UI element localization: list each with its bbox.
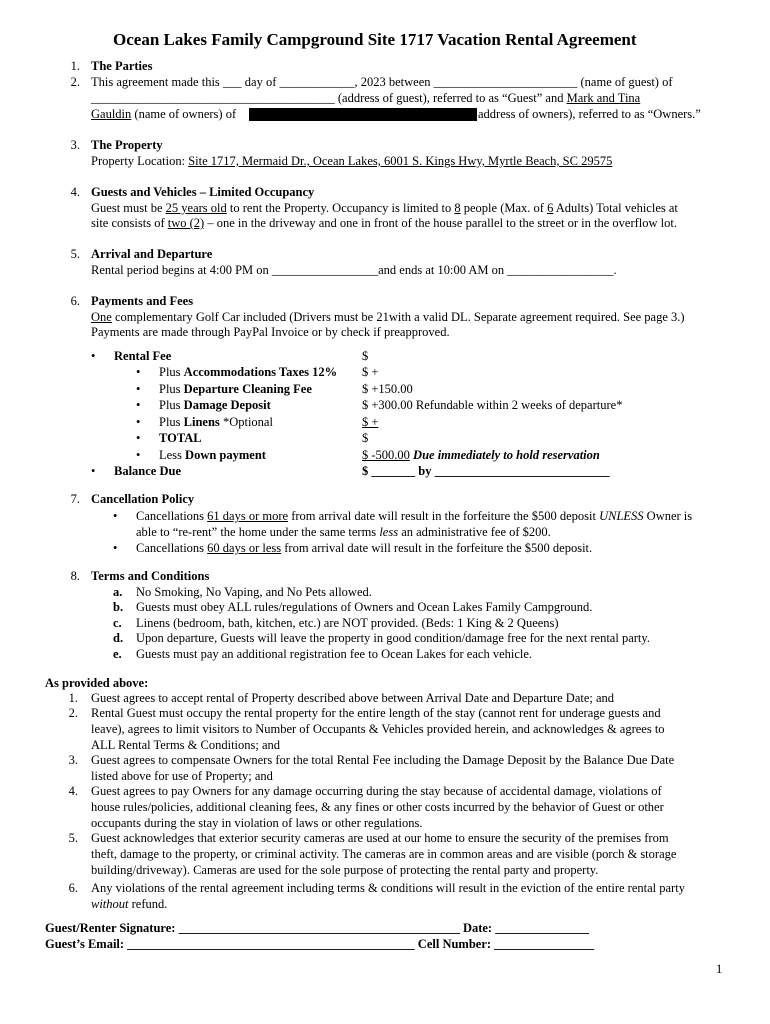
term-letter: d. bbox=[113, 631, 124, 645]
parties-line-3-end: address of owners), referred to as “Owners.” bbox=[478, 107, 701, 121]
parties-line-1: This agreement made this ___ day of ____________, 2023 between _______________________ (name of guest) of bbox=[91, 75, 673, 89]
cancellation-rule-2: Cancellations 60 days or less from arrival date will result in the forfeiture the $500 deposit. bbox=[136, 541, 593, 555]
provided-line: occupants during the stay in violation of laws or other regulations. bbox=[91, 816, 423, 830]
term-item: Guests must obey ALL rules/regulations of Owners and Ocean Lakes Family Campground. bbox=[136, 600, 593, 614]
provided-number: 1. bbox=[68, 691, 78, 705]
provided-line: Any violations of the rental agreement including terms & conditions will result in the eviction of the entire rental party bbox=[91, 881, 685, 895]
golf-car-line: One complementary Golf Car included (Drivers must be 21with a valid DL. Separate agreement required. See page 3.) bbox=[91, 310, 685, 324]
occupancy-line-1: Guest must be 25 years old to rent the Property. Occupancy is limited to 8 people (Max. of 6 Adults) Total vehicles at bbox=[91, 201, 678, 215]
bullet: • bbox=[136, 448, 141, 462]
bullet: • bbox=[136, 382, 141, 396]
provided-line: Guest acknowledges that exterior security cameras are used at our home to ensure the security of the premises from bbox=[91, 831, 669, 845]
bullet: • bbox=[136, 398, 141, 412]
provided-number: 4. bbox=[68, 784, 78, 798]
term-item: Guests must pay an additional registration fee to Ocean Lakes for each vehicle. bbox=[136, 647, 533, 661]
page-number: 1 bbox=[716, 962, 723, 976]
section-7-heading: Cancellation Policy bbox=[91, 492, 195, 506]
parties-line-3-start: Gauldin (name of owners) of bbox=[91, 107, 237, 121]
linens-value: $ + bbox=[362, 415, 379, 429]
section-4-heading: Guests and Vehicles – Limited Occupancy bbox=[91, 185, 315, 199]
provided-line: theft, damage to the property, or criminal activity. The cameras are in common areas and are visible (porch & storage bbox=[91, 847, 677, 861]
provided-number: 5. bbox=[68, 831, 78, 845]
cleaning-fee-label: Plus Departure Cleaning Fee bbox=[159, 382, 312, 396]
balance-due-label: Balance Due bbox=[114, 464, 182, 478]
section-8-number: 8. bbox=[70, 569, 80, 583]
date-field[interactable]: _______________ bbox=[495, 921, 589, 935]
provided-line: Guest agrees to pay Owners for any damage occurring during the stay because of accidental damage, violations of bbox=[91, 784, 662, 798]
bullet: • bbox=[91, 464, 96, 478]
bullet: • bbox=[113, 541, 118, 555]
provided-heading: As provided above: bbox=[45, 676, 149, 690]
provided-line: Guest agrees to accept rental of Property described above between Arrival Date and Departure Date; and bbox=[91, 691, 615, 705]
term-item: No Smoking, No Vaping, and No Pets allowed. bbox=[136, 585, 372, 599]
provided-line-end: without refund. bbox=[91, 897, 168, 911]
rental-period: Rental period begins at 4:00 PM on _________________and ends at 10:00 AM on _________________. bbox=[91, 263, 617, 277]
term-letter: a. bbox=[113, 585, 123, 599]
section-7-number: 7. bbox=[70, 492, 80, 506]
provided-line: leave), agrees to limit visitors to Number of Occupants & Vehicles provided herein, and acknowledges & agrees to bbox=[91, 722, 665, 736]
section-6-number: 6. bbox=[70, 294, 80, 308]
provided-line: Rental Guest must occupy the rental property for the entire length of the stay (cannot rent for underage guests and bbox=[91, 706, 661, 720]
signature-line[interactable]: Guest/Renter Signature: _____________________________________________ Date: _______________ bbox=[45, 921, 589, 935]
section-3-number: 3. bbox=[70, 138, 80, 152]
taxes-label: Plus Accommodations Taxes 12% bbox=[159, 365, 338, 379]
linens-label: Plus Linens *Optional bbox=[159, 415, 273, 429]
provided-number: 6. bbox=[68, 881, 78, 895]
down-payment-note: Due immediately to hold reservation bbox=[413, 448, 600, 462]
bullet: • bbox=[136, 415, 141, 429]
property-location: Property Location: Site 1717, Mermaid Dr., Ocean Lakes, 6001 S. Kings Hwy, Myrtle Beach, SC 29575 bbox=[91, 154, 613, 168]
rental-fee-value: $ bbox=[362, 349, 369, 363]
provided-line: house rules/policies, additional cleaning fees, & any fines or other costs incurred by the behavior of Guest or other bbox=[91, 800, 664, 814]
term-item: Linens (bedroom, bath, kitchen, etc.) are NOT provided. (Beds: 1 King & 2 Queens) bbox=[136, 616, 559, 630]
term-item: Upon departure, Guests will leave the property in good condition/damage free for the next rental party. bbox=[136, 631, 650, 645]
cleaning-fee-value: $ +150.00 bbox=[362, 382, 413, 396]
term-letter: e. bbox=[113, 647, 122, 661]
cell-number-field[interactable]: ________________ bbox=[494, 937, 595, 951]
signature-label: Guest/Renter Signature: bbox=[45, 921, 179, 935]
damage-deposit-label: Plus Damage Deposit bbox=[159, 398, 271, 412]
bullet: • bbox=[91, 349, 96, 363]
document-title: Ocean Lakes Family Campground Site 1717 Vacation Rental Agreement bbox=[113, 30, 637, 49]
email-line[interactable]: Guest’s Email: ______________________________________________ Cell Number: ________________ bbox=[45, 937, 595, 951]
occupancy-line-2: site consists of two (2) – one in the driveway and one in front of the house parallel to the street or in the overflow lot. bbox=[91, 216, 677, 230]
provided-number: 2. bbox=[68, 706, 78, 720]
total-label: TOTAL bbox=[159, 431, 202, 445]
damage-deposit-value: $ +300.00 Refundable within 2 weeks of departure* bbox=[362, 398, 623, 412]
cancellation-rule-1: Cancellations 61 days or more from arrival date will result in the forfeiture the $500 deposit UNLESS Owner is bbox=[136, 509, 693, 523]
term-letter: b. bbox=[113, 600, 124, 614]
section-6-heading: Payments and Fees bbox=[91, 294, 194, 308]
down-payment-label: Less Down payment bbox=[159, 448, 266, 462]
total-value: $ bbox=[362, 431, 369, 445]
payment-method-line: Payments are made through PayPal Invoice or by check if preapproved. bbox=[91, 325, 450, 339]
provided-number: 3. bbox=[68, 753, 78, 767]
section-2-number: 2. bbox=[70, 75, 80, 89]
provided-line: ALL Rental Terms & Conditions; and bbox=[91, 738, 281, 752]
bullet: • bbox=[113, 509, 118, 523]
bullet: • bbox=[136, 431, 141, 445]
owners-names: Mark and Tina bbox=[566, 91, 641, 105]
section-4-number: 4. bbox=[70, 185, 80, 199]
section-8-heading: Terms and Conditions bbox=[91, 569, 210, 583]
term-letter: c. bbox=[113, 616, 122, 630]
provided-line: listed above for use of Property; and bbox=[91, 769, 273, 783]
section-5-heading: Arrival and Departure bbox=[91, 247, 213, 261]
email-label: Guest’s Email: bbox=[45, 937, 128, 951]
section-5-number: 5. bbox=[70, 247, 80, 261]
provided-line: building/driveway). Cameras are used for the sole purpose of protecting the rental party and property. bbox=[91, 863, 599, 877]
provided-line: Guest agrees to compensate Owners for the total Rental Fee including the Damage Deposit by the Balance Due Date bbox=[91, 753, 675, 767]
cancellation-rule-1-cont: able to “re-rent” the home under the same terms less an administrative fee of $200. bbox=[136, 525, 551, 539]
section-1-number: 1. bbox=[70, 59, 80, 73]
balance-due-value: $ _______ by ____________________________ bbox=[362, 464, 610, 478]
bullet: • bbox=[136, 365, 141, 379]
down-payment-value: $ -500.00 Due immediately to hold reservation bbox=[362, 448, 600, 462]
redaction-bar bbox=[249, 108, 477, 121]
parties-line-2: _______________________________________ (address of guest), referred to as “Guest” and Mark and Tina bbox=[91, 91, 641, 105]
section-1-heading: The Parties bbox=[91, 59, 153, 73]
section-3-heading: The Property bbox=[91, 138, 163, 152]
rental-fee-label: Rental Fee bbox=[114, 349, 172, 363]
taxes-value: $ + bbox=[362, 365, 379, 379]
